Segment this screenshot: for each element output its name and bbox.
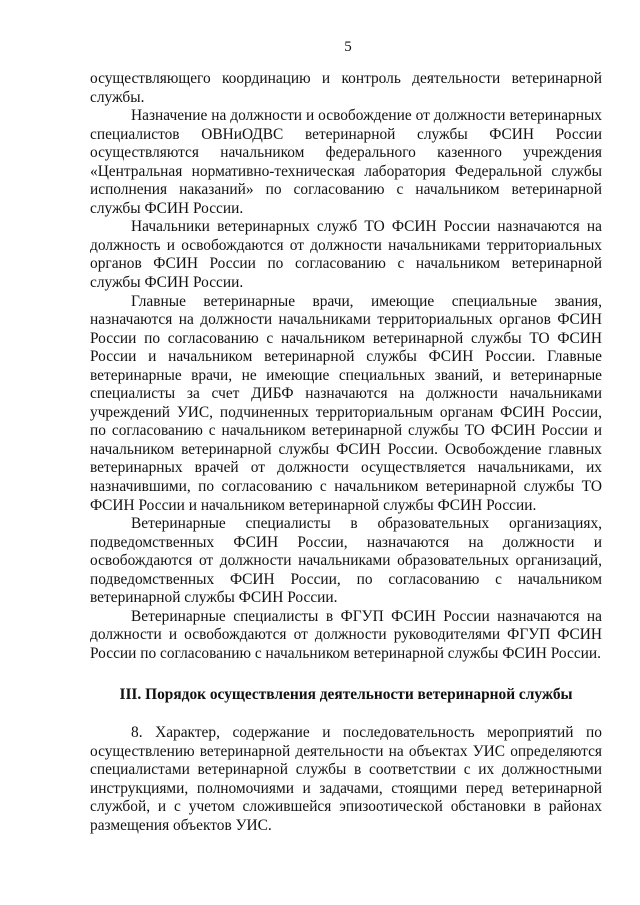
document-page [90,38,602,835]
paragraph-education-specialists: Ветеринарные специалисты в образовательных организациях, подведомственных ФСИН России, назначаются на должности и освобождаются от должности начальниками образовательных организаций, подведомственных ФСИН России, по согласованию с начальником ветеринарной службы ФСИН России. [90,515,602,607]
paragraph-item-8: 8. Характер, содержание и последовательность мероприятий по осуществлению ветеринарной деятельности на объектах УИС определяются специалистами ветеринарной службы в соответствии с их должностными инструкциями, полномочиями и задачами, стоящими перед ветеринарной службой, и с учетом сложившейся эпизоотической обстановки в районах размещения объектов УИС. [90,724,602,834]
page-number: 5 [344,39,352,55]
paragraph-ovniodvs-appointment: Назначение на должности и освобождение от должности ветеринарных специалистов ОВНиОДВС ветеринарной службы ФСИН России осуществляются начальником федерального казенного учреждения «Центральная нормативно-техническая лаборатория Федеральной службы исполнения наказаний» по согласованию с начальником ветеринарной службы ФСИН России. [90,107,602,217]
paragraph-fgup-specialists: Ветеринарные специалисты в ФГУП ФСИН России назначаются на должности и освобождаются от должности руководителями ФГУП ФСИН России по согласованию с начальником ветеринарной службы ФСИН России. [90,607,602,662]
section-title: III. Порядок осуществления деятельности ветеринарной службы [119,685,573,703]
paragraph-chief-vets-appointment: Главные ветеринарные врачи, имеющие специальные звания, назначаются на должности начальниками территориальных органов ФСИН России по согласованию с начальником ветеринарной службы ТО ФСИН России и начальником ветеринарной службы ФСИН России. Главные ветеринарные врачи, не имеющие специальных званий, и ветеринарные специалисты за счет ДИБФ назначаются на должности начальниками учреждений УИС, подчиненных территориальным органам ФСИН России, по согласованию с начальником ветеринарной службы ТО ФСИН России и начальником ветеринарной службы ФСИН России. Освобождение главных ветеринарных врачей от должности осуществляется начальниками, их назначившими, по согласованию с начальником ветеринарной службы ТО ФСИН России и начальником ветеринарной службы ФСИН России. [90,292,602,514]
paragraph-to-heads-appointment: Начальники ветеринарных служб ТО ФСИН России назначаются на должность и освобождаются от должности начальниками территориальных органов ФСИН России по согласованию с начальником ветеринарной службы ФСИН России. [90,218,602,292]
paragraph-continuation: осуществляющего координацию и контроль деятельности ветеринарной службы. [90,70,602,106]
